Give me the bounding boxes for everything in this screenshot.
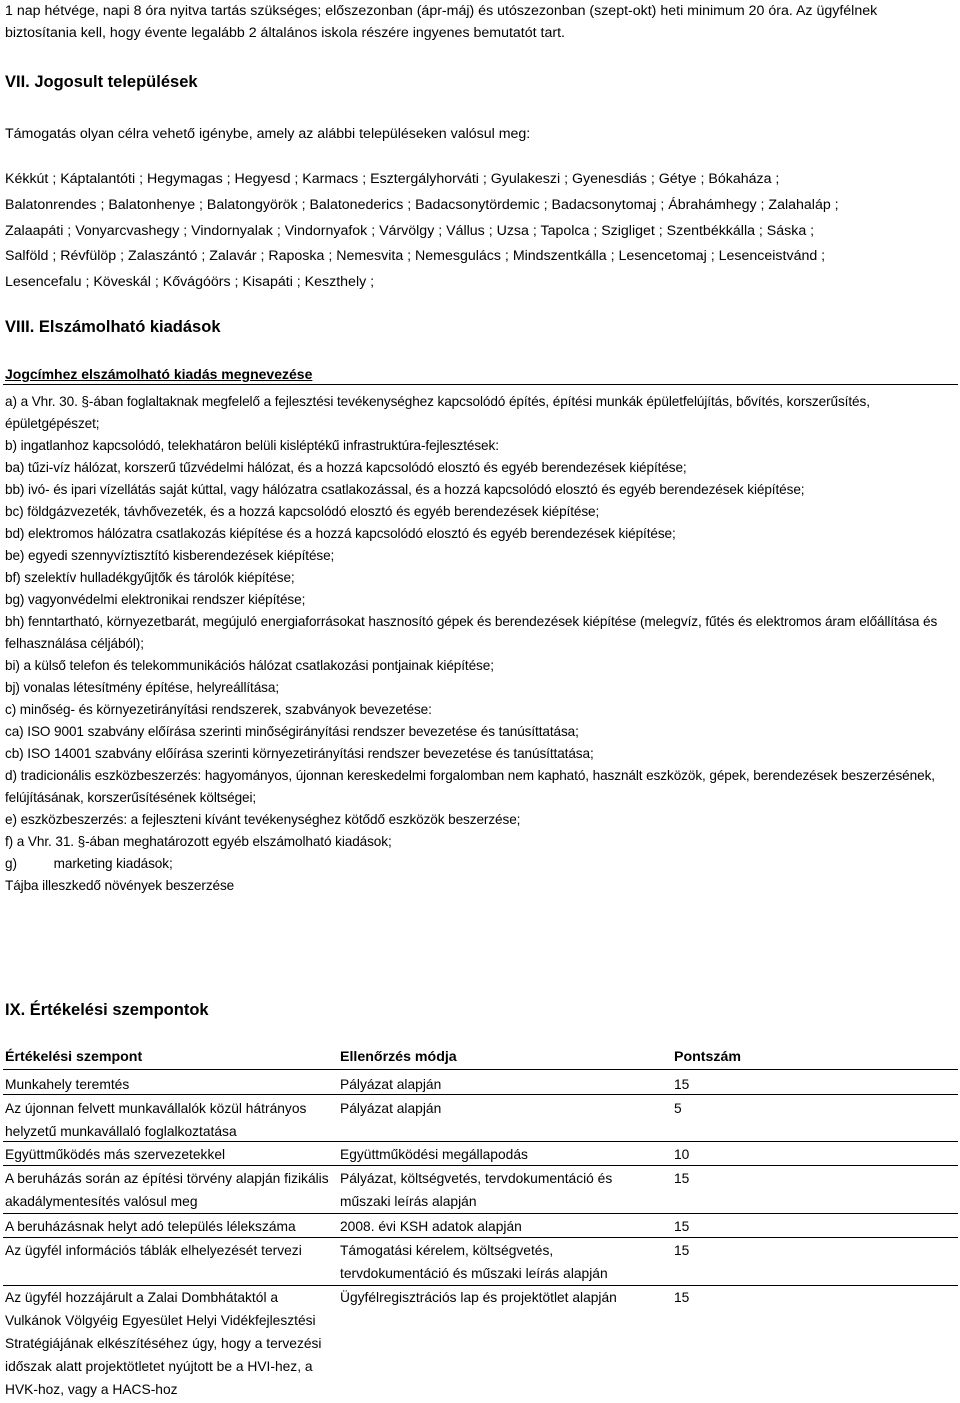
check-method-cell: Együttműködési megállapodás	[340, 1147, 528, 1162]
intro-line-2: biztosítania kell, hogy évente legalább 2 általános iskola részére ingyenes bemutatót tart.	[5, 25, 565, 41]
divider	[3, 1069, 958, 1070]
list-item: épületgépészet;	[5, 416, 100, 431]
criterion-cell: Együttműködés más szervezetekkel	[5, 1147, 226, 1162]
list-item: bi) a külső telefon és telekommunikációs hálózat csatlakozási pontjainak kiépítése;	[5, 658, 494, 673]
column-header-check-method: Ellenőrzés módja	[340, 1049, 457, 1065]
score-cell: 5	[674, 1101, 682, 1116]
score-cell: 15	[674, 1290, 690, 1305]
check-method-cell: Pályázat alapján	[340, 1101, 442, 1116]
criterion-cell: Az újonnan felvett munkavállalók közül hátrányos helyzetű munkavállaló foglalkoztatása	[5, 1101, 307, 1139]
score-cell: 15	[674, 1077, 690, 1092]
section-7-heading: VII. Jogosult települések	[5, 73, 198, 91]
list-item: c) minőség- és környezetirányítási rendszerek, szabványok bevezetése:	[5, 702, 432, 717]
list-item: bg) vagyonvédelmi elektronikai rendszer kiépítése;	[5, 592, 306, 607]
list-item: felhasználása céljából);	[5, 636, 144, 651]
score-cell: 15	[674, 1219, 690, 1234]
list-item: b) ingatlanhoz kapcsolódó, telekhatáron belüli kisléptékű infrastruktúra-fejlesztések:	[5, 438, 499, 453]
list-item: be) egyedi szennyvíztisztító kisberendezések kiépítése;	[5, 548, 335, 563]
row-divider	[3, 1141, 958, 1142]
list-item: ba) tűzi-víz hálózat, korszerű tűzvédelmi hálózat, és a hozzá kapcsolódó elosztó és egyéb berendezések kiépítése;	[5, 460, 687, 475]
criterion-cell: Az ügyfél információs táblák elhelyezését tervezi	[5, 1243, 302, 1258]
row-divider	[3, 1094, 958, 1095]
section-7-intro: Támogatás olyan célra vehető igénybe, amely az alábbi településeken valósul meg:	[5, 126, 531, 142]
list-item: bh) fenntartható, környezetbarát, megújuló energiaforrásokat hasznosító gépek és berendezések kiépítése (melegvíz, fűtés és elektromos áram előállítása és	[5, 614, 938, 629]
list-item: felújításának, korszerűsítésének költségei;	[5, 790, 257, 805]
check-method-cell: Pályázat alapján	[340, 1077, 442, 1092]
score-cell: 15	[674, 1171, 690, 1186]
check-method-cell: Pályázat, költségvetés, tervdokumentáció és műszaki leírás alapján	[340, 1171, 613, 1209]
check-method-cell: Ügyfélregisztrációs lap és projektötlet alapján	[340, 1290, 617, 1305]
places-line: Kékkút ; Káptalantóti ; Hegymagas ; Hegyesd ; Karmacs ; Esztergályhorváti ; Gyulakeszi ; Gyenesdiás ; Gétye ; Bókaháza ;	[5, 171, 780, 187]
section-8-heading: VIII. Elszámolható kiadások	[5, 318, 221, 336]
expense-list	[5, 391, 937, 897]
list-item: e) eszközbeszerzés: a fejleszteni kívánt tevékenységhez kötődő eszközök beszerzése;	[5, 812, 521, 827]
intro-line-1: 1 nap hétvége, napi 8 óra nyitva tartás szükséges; előszezonban (ápr-máj) és utószezonban (szept-okt) heti minimum 20 óra. Az ügyfélnek	[5, 3, 878, 19]
section-9-heading: IX. Értékelési szempontok	[5, 1001, 209, 1019]
criterion-cell: Munkahely teremtés	[5, 1077, 130, 1092]
column-header-criterion: Értékelési szempont	[5, 1049, 143, 1065]
list-item: bj) vonalas létesítmény építése, helyreállítása;	[5, 680, 280, 695]
list-item: bc) földgázvezeték, távhővezeték, és a hozzá kapcsolódó elosztó és egyéb berendezések kiépítése;	[5, 504, 600, 519]
row-divider	[3, 1165, 958, 1166]
check-method-cell: 2008. évi KSH adatok alapján	[340, 1219, 522, 1234]
column-header-score: Pontszám	[674, 1049, 742, 1065]
list-item: bd) elektromos hálózatra csatlakozás kiépítése és a hozzá kapcsolódó elosztó és egyéb berendezések kiépítése;	[5, 526, 676, 541]
places-line: Zalaapáti ; Vonyarcvashegy ; Vindornyalak ; Vindornyafok ; Várvölgy ; Vállus ; Uzsa ; Tapolca ; Szigliget ; Szentbékkálla ; Sáska ;	[5, 222, 815, 239]
score-cell: 15	[674, 1243, 690, 1258]
places-line: Balatonrendes ; Balatonhenye ; Balatongyörök ; Balatonederics ; Badacsonytördemic ; Badacsonytomaj ; Ábrahámhegy ; Zalahaláp ;	[5, 196, 839, 213]
eligible-places-list	[5, 167, 959, 296]
divider	[3, 384, 958, 385]
list-item: Tájba illeszkedő növények beszerzése	[5, 878, 235, 893]
criterion-cell: A beruházás során az építési törvény alapján fizikális akadálymentesítés valósul meg	[5, 1171, 329, 1209]
list-item: cb) ISO 14001 szabvány előírása szerinti környezetirányítási rendszer bevezetése és tanúsíttatása;	[5, 746, 594, 761]
list-item: bb) ivó- és ipari vízellátás saját kúttal, vagy hálózatra csatlakozással, és a hozzá kapcsolódó elosztó és egyéb berendezések kiépítése;	[5, 482, 805, 497]
criterion-cell: Az ügyfél hozzájárult a Zalai Dombhátaktól a Vulkánok Völgyéig Egyesület Helyi Vidékfejlesztési Stratégiájának elkészítéséhez úgy, hogy a tervezési időszak alatt projektötletet nyújtott be a HVI-hez, a HVK-hoz, vagy a HACS-hoz	[5, 1290, 322, 1397]
score-cell: 10	[674, 1147, 690, 1162]
row-divider	[3, 1213, 958, 1214]
check-method-cell: Támogatási kérelem, költségvetés, tervdokumentáció és műszaki leírás alapján	[340, 1243, 608, 1281]
places-line: Salföld ; Révfülöp ; Zalaszántó ; Zalavár ; Raposka ; Nemesvita ; Nemesgulács ; Mindszentkálla ; Lesencetomaj ; Lesenceistvánd ;	[5, 248, 826, 265]
criterion-cell: A beruházásnak helyt adó település lélekszáma	[5, 1219, 296, 1234]
list-item: g) marketing kiadások;	[5, 856, 173, 871]
list-item: ca) ISO 9001 szabvány előírása szerinti minőségirányítási rendszer bevezetése és tanúsíttatása;	[5, 724, 579, 739]
list-item: bf) szelektív hulladékgyűjtők és tárolók kiépítése;	[5, 570, 295, 585]
list-item: d) tradicionális eszközbeszerzés: hagyományos, újonnan kereskedelmi forgalomban nem kapható, használt eszközök, gépek, berendezések beszerzésének,	[5, 768, 935, 783]
list-item: f) a Vhr. 31. §-ában meghatározott egyéb elszámolható kiadások;	[5, 834, 392, 849]
row-divider	[3, 1237, 958, 1238]
section-8-subheading: Jogcímhez elszámolható kiadás megnevezése	[5, 366, 313, 382]
places-line: Lesencefalu ; Köveskál ; Kővágóörs ; Kisapáti ; Keszthely ;	[5, 274, 375, 291]
list-item: a) a Vhr. 30. §-ában foglaltaknak megfelelő a fejlesztési tevékenységhez kapcsolódó építés, építési munkák épületfelújítás, bővítés, korszerűsítés,	[5, 394, 870, 409]
